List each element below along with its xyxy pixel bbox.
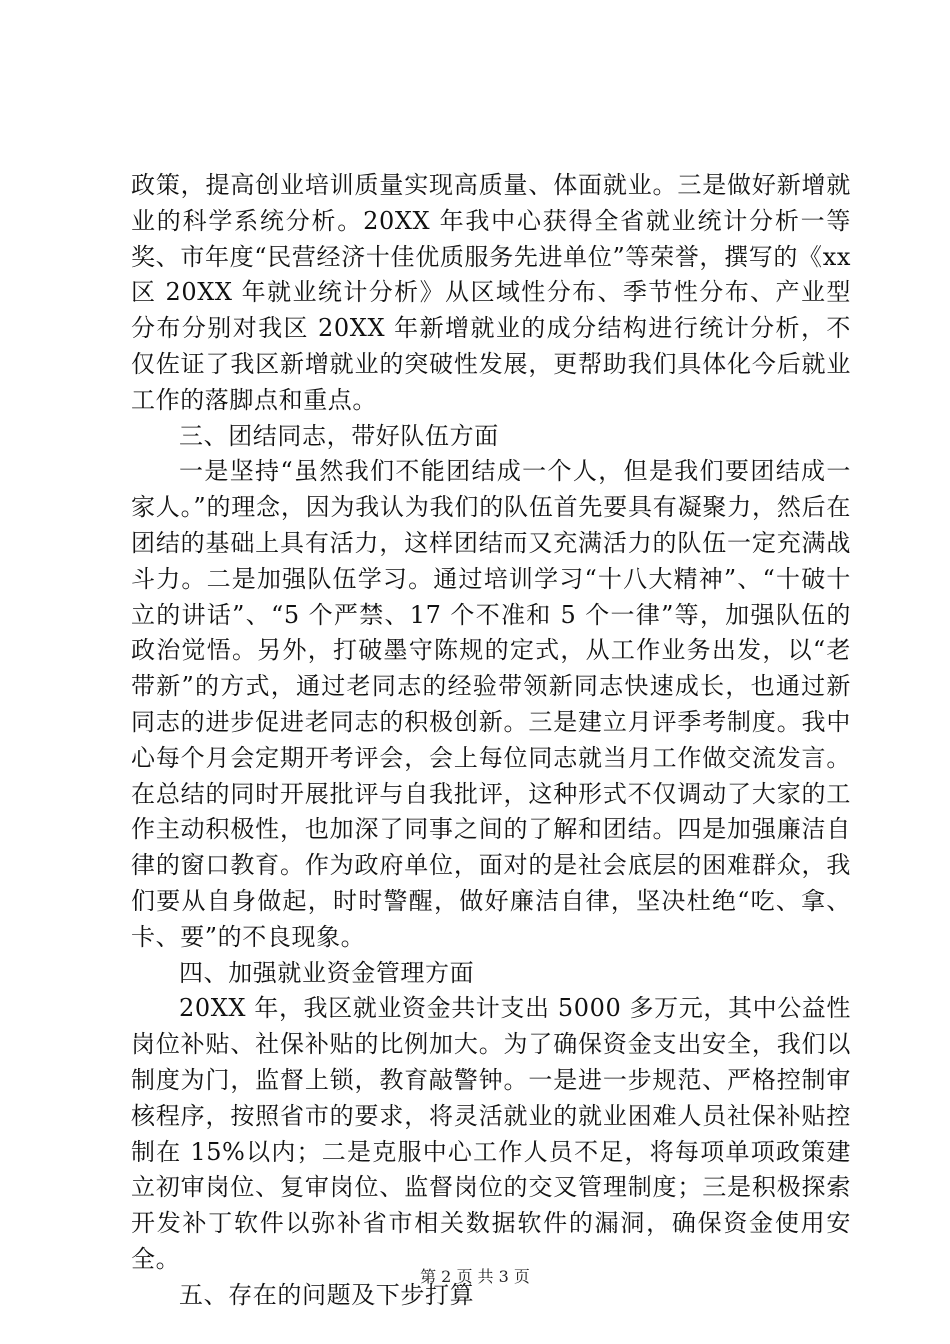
heading-problems-plans: 五、存在的问题及下步打算 (179, 1280, 475, 1309)
paragraph-team-unity: 一是坚持“虽然我们不能团结成一个人，但是我们要团结成一家人。”的理念，因为我认为我们的队伍首先要具有凝聚力，然后在团结的基础上具有活力，这样团结而又充满活力的队伍一定充满战斗力。二是加强队伍学习。通过培训学习“十八大精神”、“十破十立的讲话”、“5 个严禁、17 个不准和 5 个一律”等，加强队伍的政治觉悟。另外，打破墨守陈规的定式，从工作业务出发，以“老带新”的方式，通过老同志的经验带领新同志快速成长，也通过新同志的进步促进老同志的积极创新。三是建立月评季考制度。我中心每个月会定期开考评会，会上每位同志就当月工作做交流发言。在总结的同时开展批评与自我批评，这种形式不仅调动了大家的工作主动积极性，也加深了同事之间的了解和团结。四是加强廉洁自律的窗口教育。作为政府单位，面对的是社会底层的困难群众，我们要从自身做起，时时警醒，做好廉洁自律，坚决杜绝“吃、拿、卡、要”的不良现象。 (131, 457, 851, 951)
paragraph-employment-analysis: 政策，提高创业培训质量实现高质量、体面就业。三是做好新增就业的科学系统分析。20XX 年我中心获得全省就业统计分析一等奖、市年度“民营经济十佳优质服务先进单位”等荣誉，撰写的《xx 区 20XX 年就业统计分析》从区域性分布、季节性分布、产业型分布分别对我区 20XX 年新增就业的成分结构进行统计分析，不仅佐证了我区新增就业的突破性发展，更帮助我们具体化今后就业工作的落脚点和重点。 (131, 171, 851, 414)
heading-team-unity: 三、团结同志，带好队伍方面 (179, 421, 499, 450)
heading-fund-management: 四、加强就业资金管理方面 (179, 958, 475, 987)
document-body (131, 168, 851, 1314)
page-footer: 第 2 页 共 3 页 (420, 1267, 530, 1286)
paragraph-fund-management: 20XX 年，我区就业资金共计支出 5000 多万元，其中公益性岗位补贴、社保补贴的比例加大。为了确保资金支出安全，我们以制度为门，监督上锁，教育敲警钟。一是进一步规范、严格控制审核程序，按照省市的要求，将灵活就业的就业困难人员社保补贴控制在 15%以内；二是克服中心工作人员不足，将每项单项政策建立初审岗位、复审岗位、监督岗位的交叉管理制度；三是积极探索开发补丁软件以弥补省市相关数据软件的漏洞，确保资金使用安全。 (131, 994, 851, 1273)
